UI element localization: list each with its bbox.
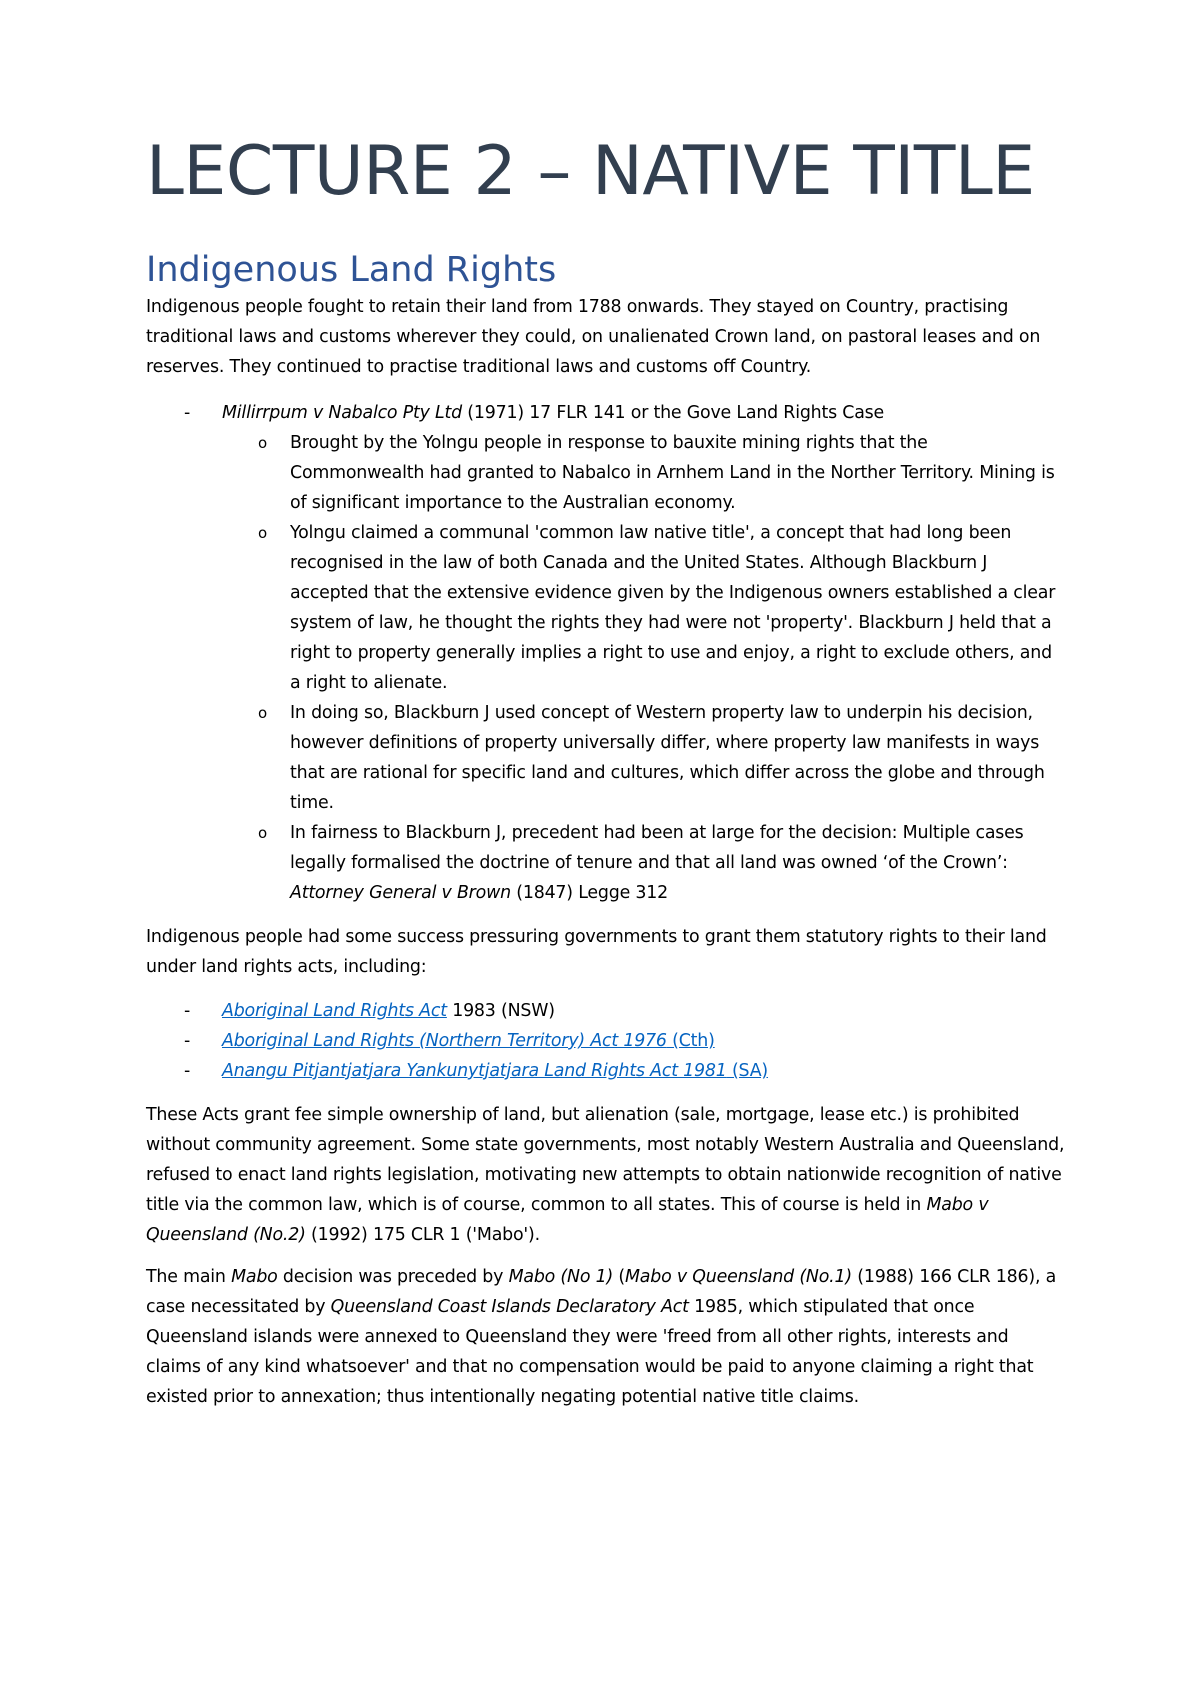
case-name: Mabo: [231, 1267, 278, 1287]
dash-bullet: -: [184, 1061, 191, 1081]
sub-item-text: In doing so, Blackburn J used concept of Western property law to underpin his decision, however definitions of property universally differ, where property law manifests in ways that are rational for specific land and cultures, which differ across the globe and through time.: [290, 703, 1045, 813]
circle-bullet: o: [258, 824, 267, 842]
sub-list-item: [146, 428, 1066, 518]
page-title: LECTURE 2 – NATIVE TITLE: [146, 132, 1035, 211]
act-item: [146, 1026, 1066, 1056]
sub-list: [222, 428, 1066, 908]
case-name: Mabo v Queensland (No.1): [624, 1267, 852, 1287]
text-run: (1988) 166 CLR 186), a case necessitated by: [146, 1267, 1057, 1317]
paragraph-statutory: Indigenous people had some success pressuring governments to grant them statutory rights to their land under land rights acts, including:: [146, 927, 1047, 977]
acts-list: [146, 996, 1066, 1086]
text-run: (: [613, 1267, 625, 1287]
text-run: (1992) 175 CLR 1 ('Mabo').: [305, 1225, 540, 1245]
paragraph-mabo: [146, 1262, 1066, 1412]
text-run: The main: [146, 1267, 232, 1287]
section-heading: Indigenous Land Rights: [146, 250, 557, 290]
sub-item-text: Yolngu claimed a communal 'common law native title', a concept that had long been recognised in the law of both Canada and the United States. Although Blackburn J accepted that the extensive evidence given by the Indigenous owners established a clear system of law, he thought the rights they had were not 'property'. Blackburn J held that a right to property generally implies a right to use and enjoy, a right to exclude others, and a right to alienate.: [290, 523, 1056, 693]
sub-list-item: [146, 818, 1066, 908]
circle-bullet: o: [258, 524, 267, 542]
act-link[interactable]: Aboriginal Land Rights (Northern Territory) Act 1976: [222, 1031, 667, 1051]
case-name: Attorney General v Brown: [290, 883, 511, 903]
act-item: [146, 1056, 1066, 1086]
dash-bullet: -: [184, 1031, 191, 1051]
circle-bullet: o: [258, 434, 267, 452]
sub-list-item: [146, 698, 1066, 818]
list-item: [146, 398, 1066, 908]
act-item: [146, 996, 1066, 1026]
circle-bullet: o: [258, 704, 267, 722]
text-run: 1985, which stipulated that once Queensland islands were annexed to Queensland they were 'freed from all other rights, interests and claims of any kind whatsoever' and that no compensation would be paid to anyone claiming a right that existed prior to annexation; thus intentionally negating potential native title claims.: [146, 1297, 1034, 1407]
act-link[interactable]: Anangu Pitjantjatjara Yankunytjatjara Land Rights Act 1981: [222, 1061, 727, 1081]
act-suffix: 1983 (NSW): [446, 1001, 555, 1021]
sub-list-item: [146, 518, 1066, 698]
paragraph-acts-summary: [146, 1100, 1066, 1250]
case-name: Mabo (No 1): [508, 1267, 614, 1287]
sub-item-text: In fairness to Blackburn J, precedent had been at large for the decision: Multiple cases legally formalised the doctrine of tenure and that all land was owned ‘of the Crown’:: [290, 823, 1024, 873]
act-suffix-link[interactable]: (Cth): [666, 1031, 715, 1051]
text-run: decision was preceded by: [277, 1267, 509, 1287]
case-citation: (1847) Legge 312: [510, 883, 668, 903]
paragraph-intro: Indigenous people fought to retain their land from 1788 onwards. They stayed on Country, practising traditional laws and customs wherever they could, on unalienated Crown land, on pastoral leases and on reserves. They continued to practise traditional laws and customs off Country.: [146, 297, 1041, 377]
text-run: These Acts grant fee simple ownership of land, but alienation (sale, mortgage, lease etc.) is prohibited without community agreement. Some state governments, most notably Western Australia and Queensland, refused to enact land rights legislation, motivating new attempts to obtain nationwide recognition of native title via the common law, which is of course, common to all states. This of course is held in: [146, 1105, 1065, 1215]
document-page: [146, 132, 1066, 1412]
case-citation: (1971) 17 FLR 141 or the Gove Land Rights Case: [461, 403, 885, 423]
act-suffix-link[interactable]: (SA): [726, 1061, 768, 1081]
case-name: Mabo v Queensland (No.2): [146, 1195, 989, 1245]
sub-item-text: Brought by the Yolngu people in response to bauxite mining rights that the Commonwealth had granted to Nabalco in Arnhem Land in the Norther Territory. Mining is of significant importance to the Australian economy.: [290, 433, 1055, 513]
dash-bullet: -: [184, 1001, 191, 1021]
case-name: Millirrpum v Nabalco Pty Ltd: [222, 403, 462, 423]
case-list: [146, 398, 1066, 908]
act-link[interactable]: Aboriginal Land Rights Act: [222, 1001, 447, 1021]
dash-bullet: -: [184, 403, 191, 423]
act-name: Queensland Coast Islands Declaratory Act: [330, 1297, 689, 1317]
